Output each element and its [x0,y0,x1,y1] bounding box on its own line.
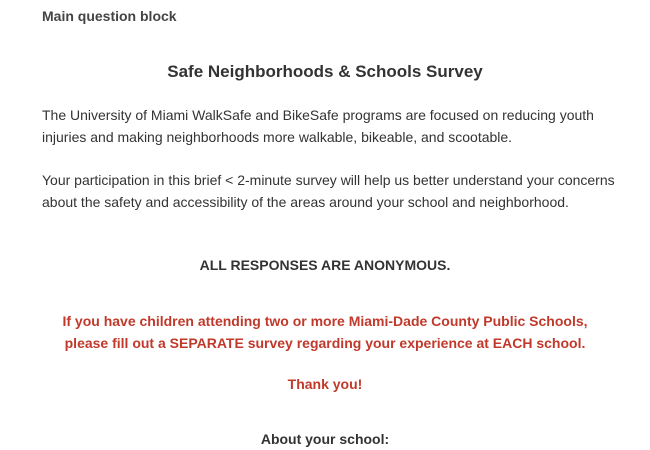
notice-line-2: please fill out a SEPARATE survey regarding your experience at EACH school. [64,334,586,351]
survey-title: Safe Neighborhoods & Schools Survey [167,62,483,81]
thank-you-text: Thank you! [287,376,363,392]
participation-paragraph: Your participation in this brief < 2-minute survey will help us better understand your concerns about the safety and accessibility of the areas around your school and neighborhood. [42,172,615,210]
intro-paragraph: The University of Miami WalkSafe and BikeSafe programs are focused on reducing youth injuries and making neighborhoods more walkable, bikeable, and scootable. [42,107,594,145]
anonymous-notice: ALL RESPONSES ARE ANONYMOUS. [199,257,451,273]
multiple-schools-notice [0,311,650,354]
notice-line-1: If you have children attending two or more Miami-Dade County Public Schools, [62,313,588,329]
question-block-title: Main question block [42,8,177,24]
about-school-heading: About your school: [260,431,390,447]
